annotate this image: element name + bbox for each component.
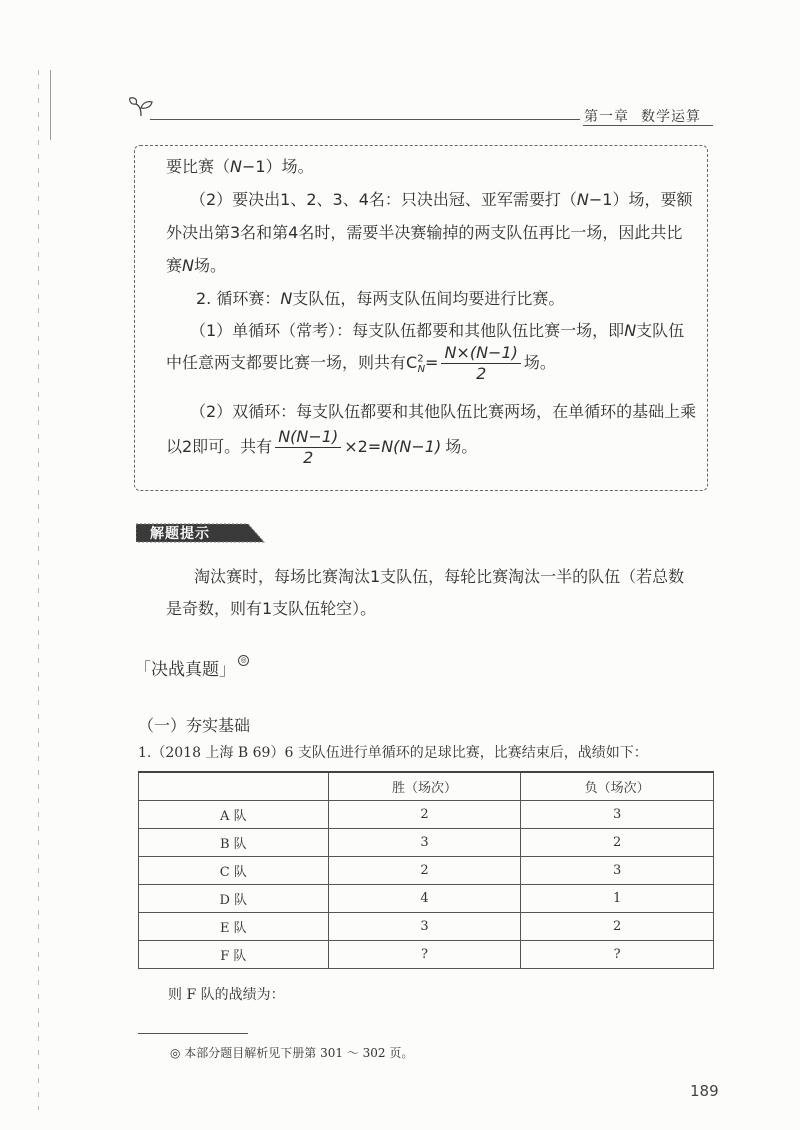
- table-header: 胜（场次）: [328, 772, 521, 801]
- table-row: A 队 2 3: [139, 801, 714, 829]
- chapter-number: 第一章: [584, 109, 629, 125]
- box-line-2: （2）要决出1、2、3、4名：只决出冠、亚军需要打（N−1）场，要额: [190, 190, 693, 209]
- subsection-heading: （一）夯实基础: [138, 716, 251, 735]
- fraction: $\frac{N(N-1)}{2}$: [275, 427, 341, 468]
- table-row: E 队 3 2: [139, 913, 714, 941]
- table-row: D 队 4 1: [139, 885, 714, 913]
- binding-line: [50, 70, 51, 140]
- chapter-title: 数学运算: [641, 109, 701, 125]
- table-row: B 队 3 2: [139, 829, 714, 857]
- tip-line-1: 淘汰赛时，每场比赛淘汰1支队伍，每轮比赛淘汰一半的队伍（若总数: [194, 567, 685, 586]
- footnote: ◎ 本部分题目解析见下册第 301 ～ 302 页。: [170, 1046, 414, 1060]
- box-line-1: 要比赛（N−1）场。: [166, 157, 314, 176]
- box-line-4: 赛N场。: [166, 256, 226, 275]
- box-line-9-formula: 以2即可。共有 $\frac{N(N-1)}{2}$ ×2=N(N−1) 场。: [166, 427, 478, 467]
- question-text: 1.（2018 上海 B 69）6 支队伍进行单循环的足球比赛，比赛结束后，战绩如下：: [138, 745, 648, 761]
- page-number: 189: [690, 1082, 719, 1100]
- header-rule: [150, 119, 580, 120]
- section-heading: 「决战真题」 ◎: [134, 655, 249, 680]
- answer-prompt: 则 F 队的战绩为：: [168, 987, 285, 1003]
- table-row: C 队 2 3: [139, 857, 714, 885]
- table-header: [139, 772, 329, 801]
- table-header: 负（场次）: [521, 772, 714, 801]
- section-title: 决战真题: [151, 660, 219, 680]
- binding-dashes: [38, 70, 39, 1110]
- box-line-7-formula: 中任意两支都要比赛一场，则共有$C^2_N=$ $\frac{N\times(N-1)}{2}$ 场。: [166, 343, 556, 383]
- leaf-icon: [128, 96, 154, 118]
- footnote-rule: [138, 1033, 248, 1034]
- tip-label: 解题提示: [150, 526, 210, 542]
- combination-symbol: $C^2_N$: [406, 353, 426, 376]
- fraction: $\frac{N\times(N-1)}{2}$: [441, 343, 520, 384]
- box-line-5: 2. 循环赛：N支队伍，每两支队伍间均要进行比赛。: [196, 289, 565, 308]
- running-header: [584, 106, 701, 126]
- box-line-6: （1）单循环（常考）：每支队伍都要和其他队伍比赛一场，即N支队伍: [190, 321, 685, 340]
- table-row: F 队 ? ?: [139, 941, 714, 969]
- footnote-marker-icon: ◎: [238, 655, 249, 666]
- results-table: [138, 771, 714, 969]
- tip-line-2: 是奇数，则有1支队伍轮空）。: [166, 599, 377, 618]
- box-line-8: （2）双循环：每支队伍都要和其他队伍比赛两场，在单循环的基础上乘: [190, 402, 697, 421]
- box-line-3: 外决出第3名和第4名时，需要半决赛输掉的两支队伍再比一场，因此共比: [166, 223, 683, 242]
- table-header-row: [139, 772, 714, 801]
